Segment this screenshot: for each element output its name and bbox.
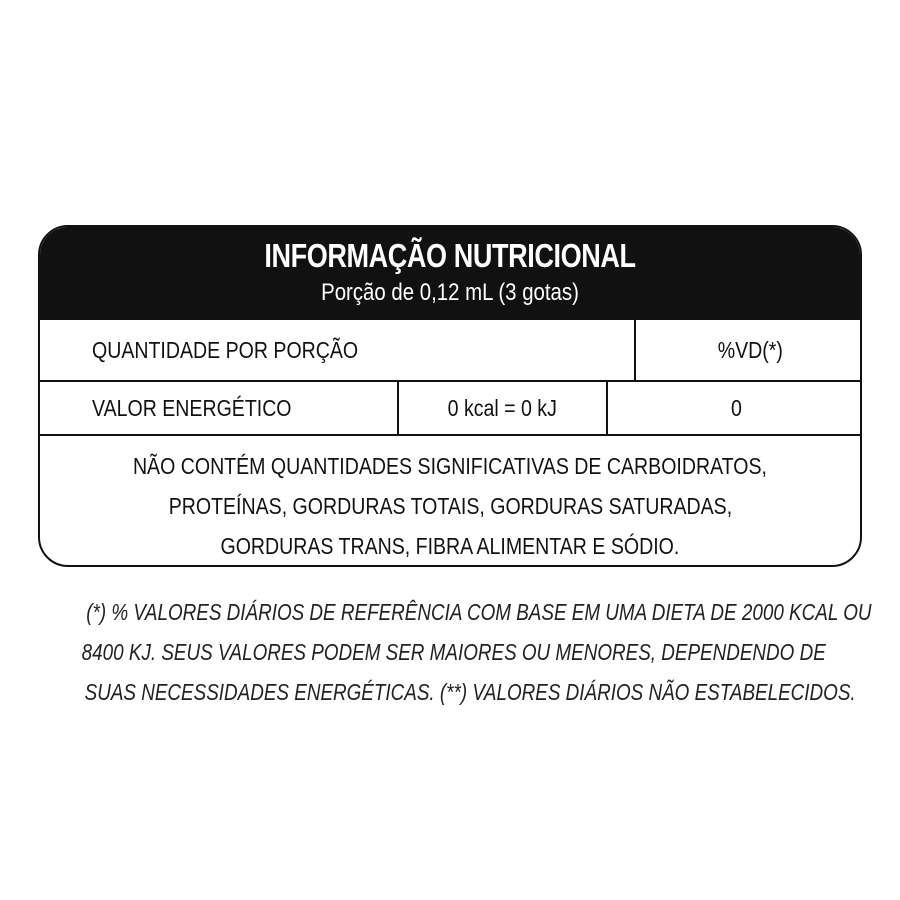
- note-line-text: NÃO CONTÉM QUANTIDADES SIGNIFICATIVAS DE CARBOIDRATOS,: [132, 453, 767, 479]
- vd-header-text: %VD(*): [717, 336, 783, 363]
- energy-row: [40, 382, 860, 436]
- footnote-line-text: 8400 KJ. SEUS VALORES PODEM SER MAIORES OU MENORES, DEPENDENDO DE: [81, 639, 826, 665]
- quantity-header-text: QUANTIDADE POR PORÇÃO: [92, 336, 359, 363]
- quantity-header-row: [40, 320, 860, 382]
- energy-vd-text: 0: [730, 394, 742, 421]
- footnote-line: [0, 592, 900, 632]
- note-line: [40, 486, 860, 526]
- note-lines: [40, 446, 860, 566]
- note-line: [40, 446, 860, 486]
- vd-header-cell: [634, 320, 862, 380]
- note-line: [40, 526, 860, 566]
- energy-label-cell: [40, 382, 397, 434]
- footnote-line-text: SUAS NECESSIDADES ENERGÉTICAS. (**) VALORES DIÁRIOS NÃO ESTABELECIDOS.: [84, 679, 856, 705]
- note-line-text: GORDURAS TRANS, FIBRA ALIMENTAR E SÓDIO.: [220, 533, 680, 559]
- label-table: [40, 320, 860, 567]
- label-header: [40, 227, 860, 320]
- portion-size: Porção de 0,12 mL (3 gotas): [321, 279, 579, 306]
- note-line-text: PROTEÍNAS, GORDURAS TOTAIS, GORDURAS SATURADAS,: [168, 493, 732, 519]
- footnote-line-text: (*) % VALORES DIÁRIOS DE REFERÊNCIA COM BASE EM UMA DIETA DE 2000 KCAL OU: [86, 599, 872, 625]
- footnote: [0, 592, 900, 712]
- energy-value-text: 0 kcal = 0 kJ: [447, 394, 558, 421]
- energy-label-text: VALOR ENERGÉTICO: [92, 394, 292, 421]
- footnote-line: [0, 672, 900, 712]
- energy-vd-cell: [606, 382, 862, 434]
- nutrition-facts-label: [38, 225, 862, 567]
- quantity-header-cell: [40, 320, 634, 380]
- footnote-line: [0, 632, 900, 672]
- not-significant-note: [40, 436, 860, 567]
- energy-value-cell: [397, 382, 606, 434]
- label-title: INFORMAÇÃO NUTRICIONAL: [264, 237, 636, 274]
